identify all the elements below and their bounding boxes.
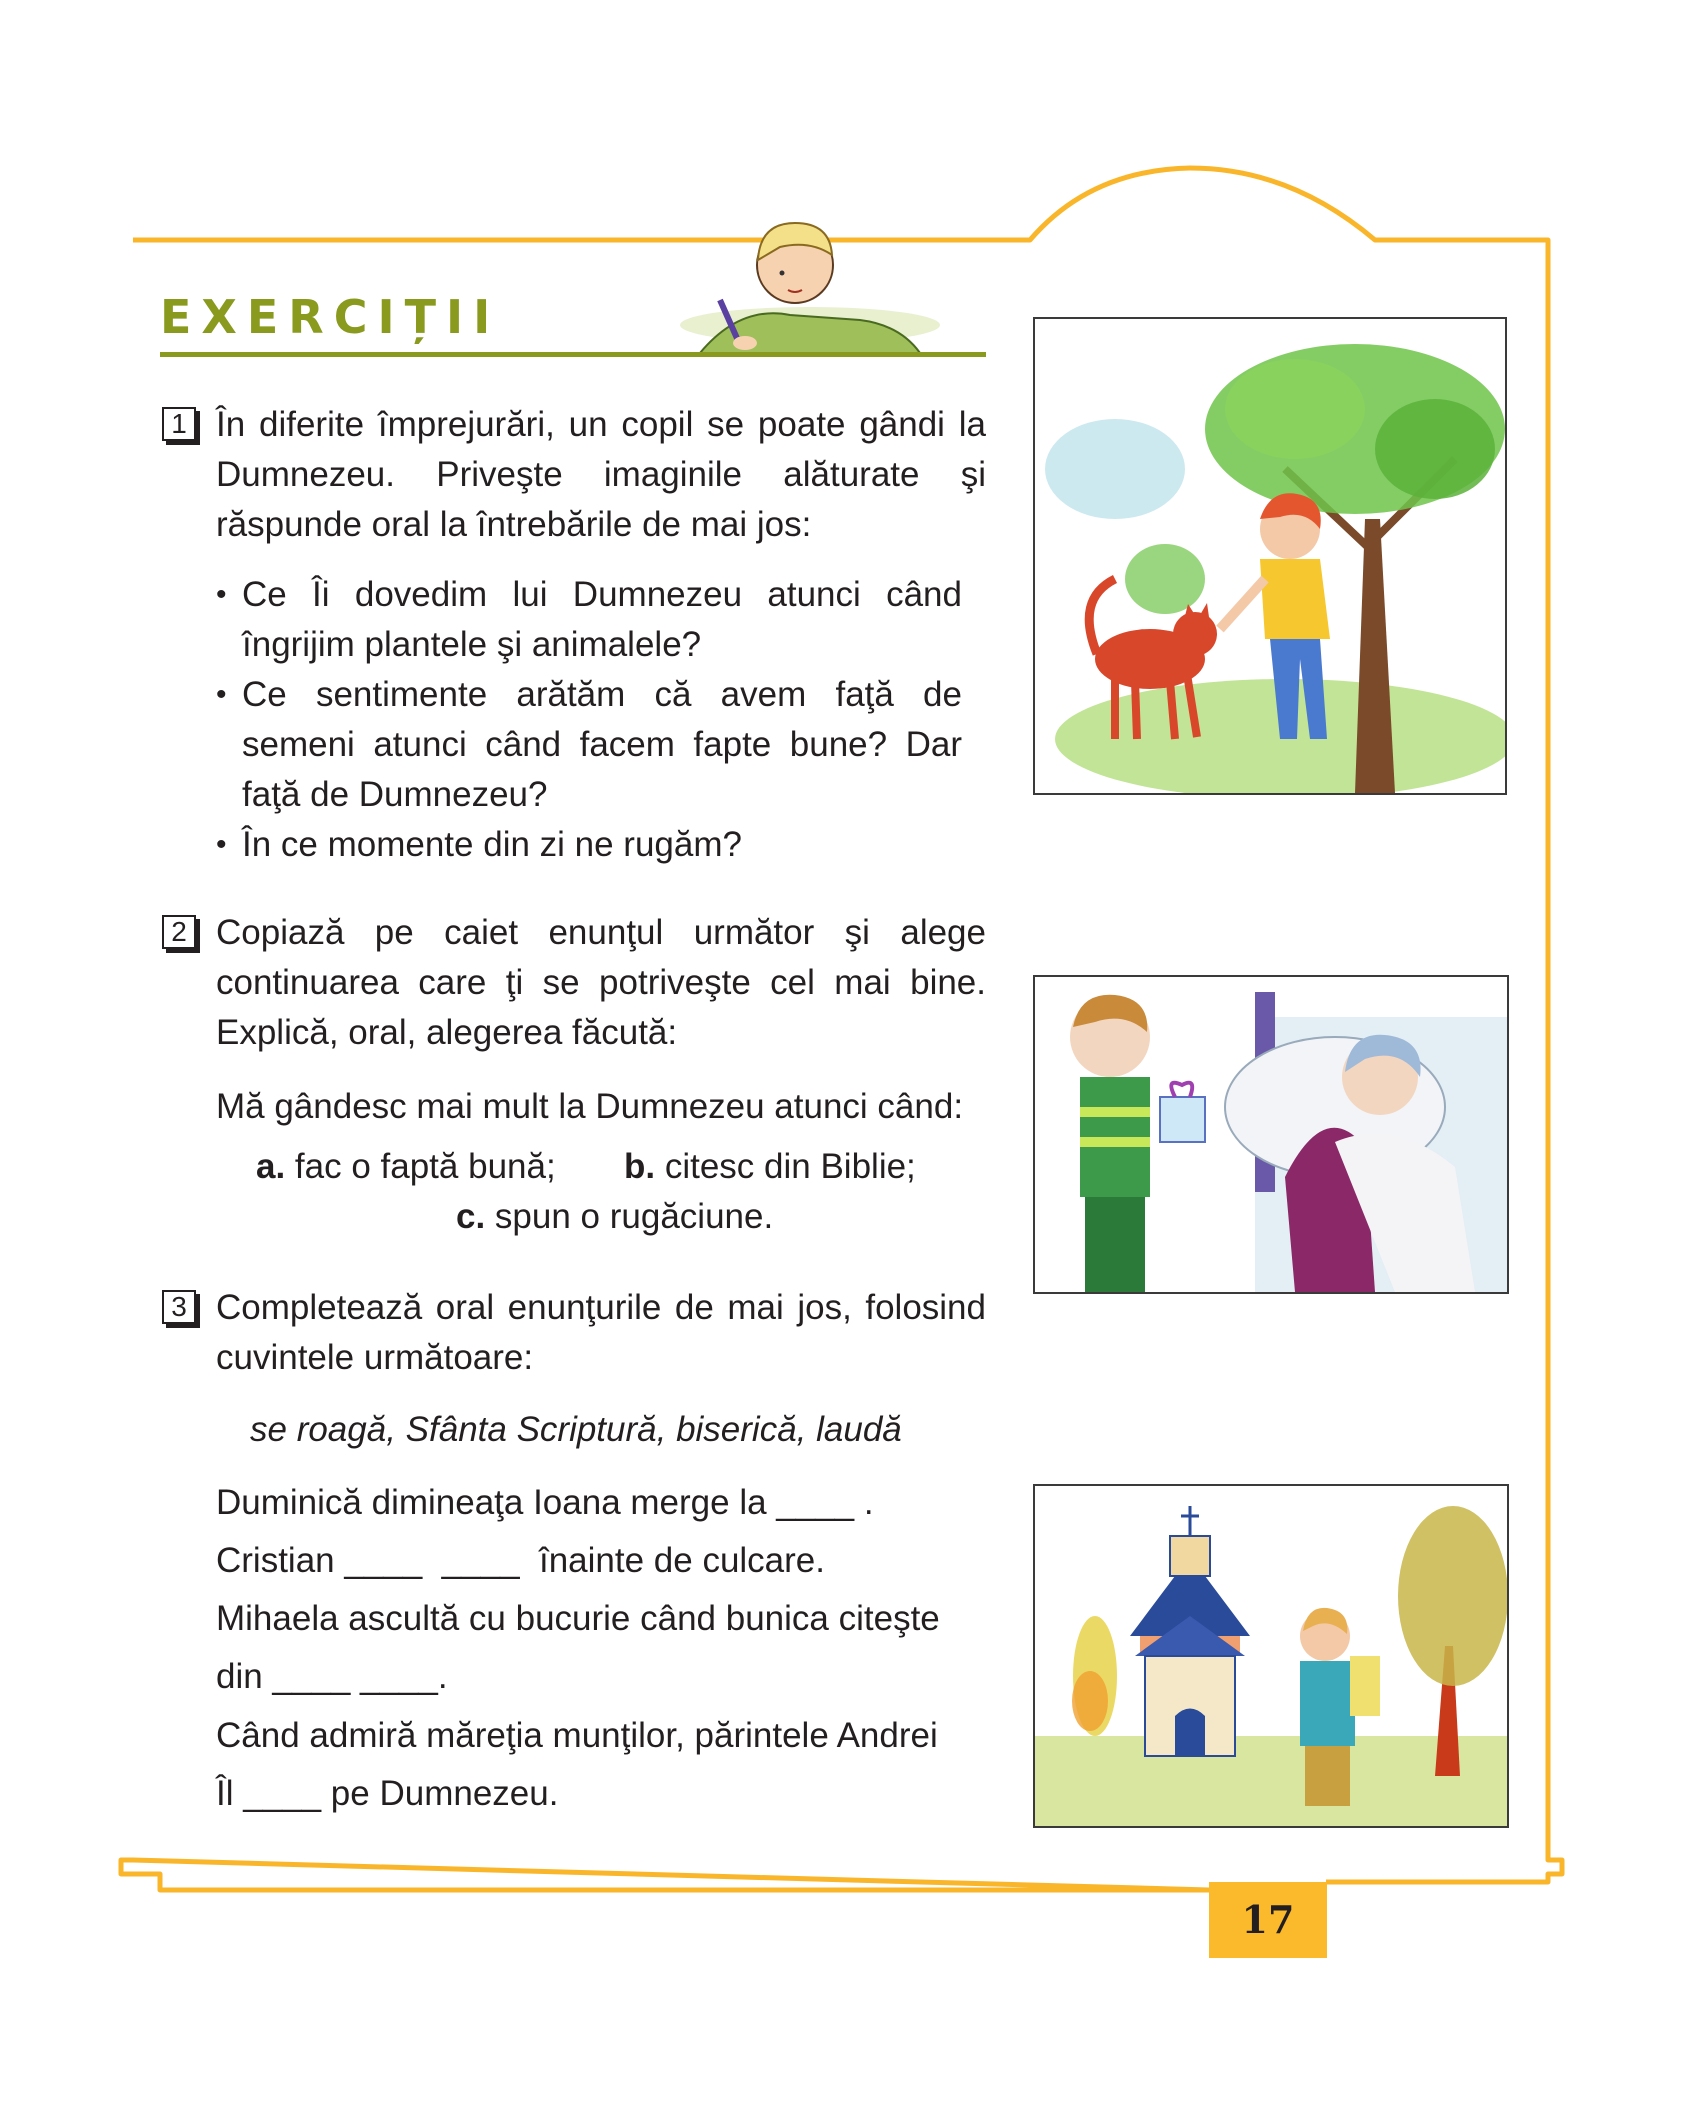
option-a-text: fac o faptă bună; [285, 1147, 556, 1186]
exercise-1-questions [216, 570, 962, 870]
title-underline [160, 352, 986, 357]
exercise-2-number: 2 [162, 915, 196, 949]
option-c [456, 1192, 773, 1242]
section-title: EXERCIȚII [160, 290, 501, 344]
option-c-letter: c. [456, 1197, 486, 1236]
exercise-2-intro: Copiază pe caiet enunţul următor şi alege continuarea care ţi se potriveşte cel mai bine. Explică, oral, alegerea făcută: [216, 913, 986, 1052]
sentence-2: Cristian ____ ____ înainte de culcare. [216, 1541, 825, 1580]
option-b-letter: b. [624, 1147, 656, 1186]
option-a-letter: a. [256, 1147, 286, 1186]
boy-cat-illustration [1035, 319, 1505, 793]
option-b-text: citesc din Biblie; [655, 1147, 916, 1186]
question-3: • În ce momente din zi ne rugăm? [216, 820, 962, 870]
option-a [256, 1142, 556, 1192]
exercise-3-intro: Completează oral enunţurile de mai jos, folosind cuvintele următoare: [216, 1288, 986, 1377]
exercise-1-intro: În diferite împrejurări, un copil se poate gândi la Dumnezeu. Priveşte imaginile alăturate şi răspunde oral la întrebările de mai jos: [216, 405, 986, 544]
exercise-3-words: se roagă, Sfânta Scriptură, biserică, laudă [250, 1410, 902, 1449]
option-c-text: spun o rugăciune. [485, 1197, 774, 1236]
page-number: 17 [1209, 1882, 1327, 1958]
boy-writing-illustration [660, 205, 960, 355]
sentence-4b: Îl ____ pe Dumnezeu. [216, 1774, 559, 1813]
question-1: • Ce Îi dovedim lui Dumnezeu atunci când îngrijim plantele şi animalele? [216, 570, 962, 670]
sentence-3b: din ____ ____. [216, 1657, 448, 1696]
question-2: • Ce sentimente arătăm că avem faţă de semeni atunci când facem fapte bune? Dar faţă de Dumnezeu? [216, 670, 962, 820]
exercise-2-stem: Mă gândesc mai mult la Dumnezeu atunci când: [216, 1087, 964, 1126]
picture-church [1033, 1484, 1509, 1828]
church-illustration [1035, 1486, 1507, 1826]
exercise-1-number: 1 [162, 407, 196, 441]
sentence-3a: Mihaela ascultă cu bucurie când bunica citeşte [216, 1599, 940, 1638]
exercise-3-number: 3 [162, 1290, 196, 1324]
picture-boy-with-cat [1033, 317, 1507, 795]
gift-illustration [1035, 977, 1507, 1292]
picture-gift-to-grandmother [1033, 975, 1509, 1294]
option-b [624, 1142, 916, 1192]
sentence-4a: Când admiră măreţia munţilor, părintele Andrei [216, 1716, 938, 1755]
sentence-1: Duminică dimineaţa Ioana merge la ____ . [216, 1483, 874, 1522]
